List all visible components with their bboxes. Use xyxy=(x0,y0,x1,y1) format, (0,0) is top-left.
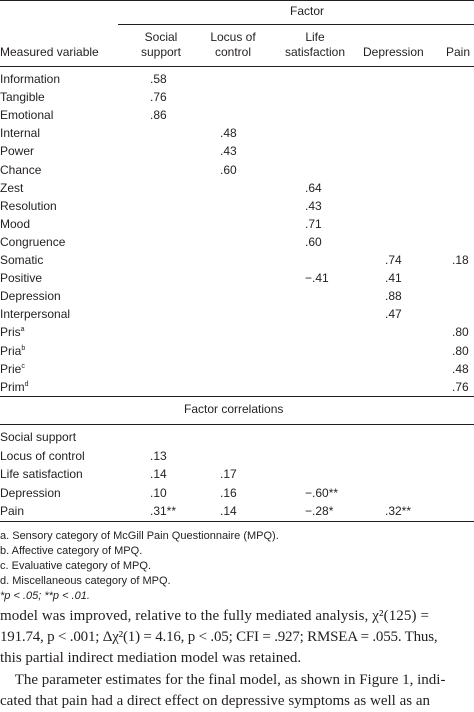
correlation-value: −.60** xyxy=(305,485,339,500)
loading-value: .76 xyxy=(150,90,167,105)
row-label-text: Zest xyxy=(0,180,24,195)
col-header-pain: Pain xyxy=(446,45,471,59)
table-note-c: c. Evaluative category of MPQ. xyxy=(0,560,152,572)
col-header-locus-of-control xyxy=(200,30,266,60)
row-label xyxy=(0,380,29,395)
measured-variable-header: Measured variable xyxy=(0,45,99,59)
correlations-header: Factor correlations xyxy=(184,402,284,416)
table-note-d: d. Miscellaneous category of MPQ. xyxy=(0,575,171,587)
loading-value: .80 xyxy=(452,343,469,358)
body-text-line: model was improved, relative to the fully mediated analysis, χ²(125) = xyxy=(0,608,430,624)
row-label-footnote-marker: d xyxy=(24,380,29,388)
row-label-footnote-marker: c xyxy=(21,362,25,370)
correlation-value: .31** xyxy=(150,504,177,518)
loading-value: .18 xyxy=(452,253,469,267)
row-label-text: Chance xyxy=(0,162,42,177)
loading-value: .47 xyxy=(385,307,402,322)
row-label-text: Power xyxy=(0,144,35,159)
col-header-line: control xyxy=(214,45,252,59)
table-note-b: b. Affective category of MPQ. xyxy=(0,545,143,557)
row-label-text: Depression xyxy=(0,289,61,304)
row-label-text: Internal xyxy=(0,126,41,141)
row-label-text: Pris xyxy=(0,325,21,340)
row-label xyxy=(0,217,30,232)
col-header-depression: Depression xyxy=(363,45,424,59)
correlation-value: .32** xyxy=(385,504,412,518)
row-label-footnote-marker: b xyxy=(21,344,26,352)
loading-value: .80 xyxy=(452,325,469,340)
correlation-row-label: Pain xyxy=(0,504,25,518)
table-top-rule xyxy=(0,0,474,1)
row-label xyxy=(0,325,25,340)
table-note-significance: *p < .05; **p < .01. xyxy=(0,590,90,602)
row-label xyxy=(0,271,42,286)
loading-value: .86 xyxy=(150,108,167,123)
row-label xyxy=(0,289,61,304)
loading-value: .88 xyxy=(385,289,402,304)
loading-value: .64 xyxy=(305,180,322,195)
correlation-value: .16 xyxy=(220,485,237,500)
col-header-line: Social xyxy=(144,30,178,44)
row-label-text: Mood xyxy=(0,216,31,231)
row-label-text: Somatic xyxy=(0,253,44,267)
body-text-line: The parameter estimates for the final model, as shown in Figure 1, indi- xyxy=(0,672,446,688)
correlations-header-rule xyxy=(0,424,474,425)
body-text-line: 191.74, p < .001; Δχ²(1) = 4.16, p < .05; CFI = .927; RMSEA = .055. Thus, xyxy=(0,629,438,645)
row-label xyxy=(0,72,60,87)
correlation-value: .17 xyxy=(220,467,237,481)
row-label xyxy=(0,362,25,377)
row-label-text: Emotional xyxy=(0,108,54,123)
row-label xyxy=(0,144,34,159)
row-label-text: Information xyxy=(0,72,61,86)
correlation-row-label: Life satisfaction xyxy=(0,467,83,481)
correlation-row-label: Depression xyxy=(0,485,61,500)
col-header-line: support xyxy=(140,45,182,59)
loadings-bottom-rule xyxy=(0,396,474,397)
row-label xyxy=(0,126,40,141)
loading-value: .43 xyxy=(305,198,322,213)
correlation-row-label: Social support xyxy=(0,430,77,444)
loading-value: .76 xyxy=(452,379,469,394)
row-label-footnote-marker: a xyxy=(20,326,25,334)
row-label-text: Positive xyxy=(0,271,43,286)
row-label xyxy=(0,108,53,123)
loading-value: .43 xyxy=(220,144,237,159)
loading-value: .71 xyxy=(305,216,322,231)
row-label xyxy=(0,307,70,322)
correlation-value: −.28* xyxy=(305,504,334,518)
loading-value: .41 xyxy=(385,271,402,286)
factor-header: Factor xyxy=(290,4,325,18)
row-label-text: Prim xyxy=(0,379,25,394)
row-label xyxy=(0,199,57,214)
table-note-a: a. Sensory category of McGill Pain Questionnaire (MPQ). xyxy=(0,530,279,542)
body-text-line: cated that pain had a direct effect on depressive symptoms as well as an xyxy=(0,693,430,709)
correlation-row-label: Locus of control xyxy=(0,448,85,463)
loading-value: .60 xyxy=(220,162,237,177)
row-label-text: Congruence xyxy=(0,234,66,249)
row-label-text: Pria xyxy=(0,343,22,358)
loading-value: .60 xyxy=(305,234,322,249)
row-label xyxy=(0,181,23,196)
col-header-line: Life xyxy=(305,30,325,44)
col-header-social-support xyxy=(128,30,194,60)
correlation-value: .13 xyxy=(150,448,167,463)
loading-value: .58 xyxy=(150,72,167,86)
col-header-life-satisfaction xyxy=(272,30,358,60)
row-label-text: Resolution xyxy=(0,198,57,213)
header-rule xyxy=(0,66,474,67)
row-label xyxy=(0,90,45,105)
col-header-line: Locus of xyxy=(210,30,256,44)
row-label xyxy=(0,253,43,268)
row-label-text: Prie xyxy=(0,361,22,376)
correlation-value: .14 xyxy=(150,467,167,481)
row-label xyxy=(0,235,65,250)
col-header-line: satisfaction xyxy=(284,45,346,59)
body-text-line: this partial indirect mediation model was retained. xyxy=(0,650,302,666)
row-label-text: Interpersonal xyxy=(0,307,71,322)
row-label xyxy=(0,344,25,359)
loading-value: .48 xyxy=(452,361,469,376)
factor-underline xyxy=(118,24,474,25)
loading-value: .74 xyxy=(385,253,402,267)
loading-value: −.41 xyxy=(305,271,329,286)
correlation-value: .10 xyxy=(150,485,167,500)
row-label xyxy=(0,163,41,178)
correlation-value: .14 xyxy=(220,504,237,518)
row-label-text: Tangible xyxy=(0,90,45,105)
loading-value: .48 xyxy=(220,126,237,141)
table-bottom-rule xyxy=(0,521,474,522)
